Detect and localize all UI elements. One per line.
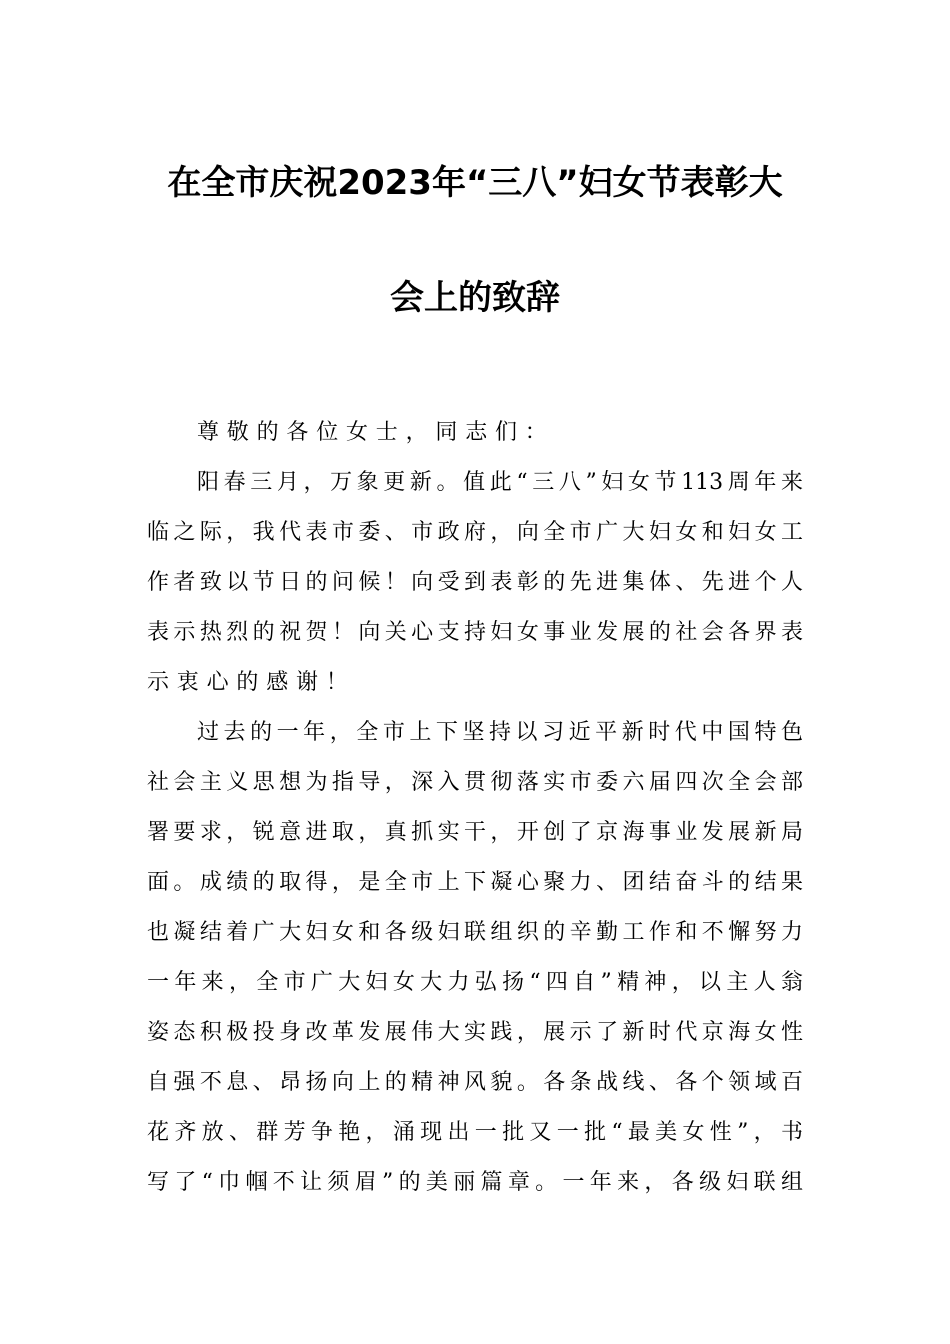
text-line: 面。成绩的取得，是全市上下凝心聚力、团结奋斗的结果 [147, 870, 803, 895]
text-line: 示衷心的感谢！ [147, 670, 356, 695]
text-line: 表示热烈的祝贺！向关心支持妇女事业发展的社会各界表 [147, 620, 803, 645]
text-line: 阳春三月，万象更新。值此“三八”妇女节113周年来 [197, 470, 803, 495]
text-line: 也凝结着广大妇女和各级妇联组织的辛勤工作和不懈努力 [147, 920, 803, 945]
salutation [147, 408, 803, 458]
text-line: 姿态积极投身改革发展伟大实践，展示了新时代京海女性 [147, 1020, 803, 1045]
paragraph [147, 458, 803, 708]
text-line: 写了“巾帼不让须眉”的美丽篇章。一年来，各级妇联组 [147, 1170, 803, 1195]
text-line: 一年来，全市广大妇女大力弘扬“四自”精神，以主人翁 [147, 970, 803, 995]
text-line: 临之际，我代表市委、市政府，向全市广大妇女和妇女工 [147, 520, 803, 545]
text-line: 社会主义思想为指导，深入贯彻落实市委六届四次全会部 [147, 770, 803, 795]
text-line: 署要求，锐意进取，真抓实干，开创了京海事业发展新局 [147, 820, 803, 845]
paragraph [147, 708, 803, 1208]
document-title-line-1: 在全市庆祝2023年“三八”妇女节表彰大 [167, 163, 783, 203]
document-body [147, 408, 803, 1208]
text-line: 花齐放、群芳争艳，涌现出一批又一批“最美女性”，书 [147, 1120, 803, 1145]
text-line: 作者致以节日的问候！向受到表彰的先进集体、先进个人 [147, 570, 803, 595]
text-line: 过去的一年，全市上下坚持以习近平新时代中国特色 [197, 720, 803, 745]
text-line: 尊敬的各位女士，同志们： [197, 420, 555, 445]
text-line: 自强不息、昂扬向上的精神风貌。各条战线、各个领域百 [147, 1070, 803, 1095]
document-title-line-2: 会上的致辞 [390, 278, 560, 318]
